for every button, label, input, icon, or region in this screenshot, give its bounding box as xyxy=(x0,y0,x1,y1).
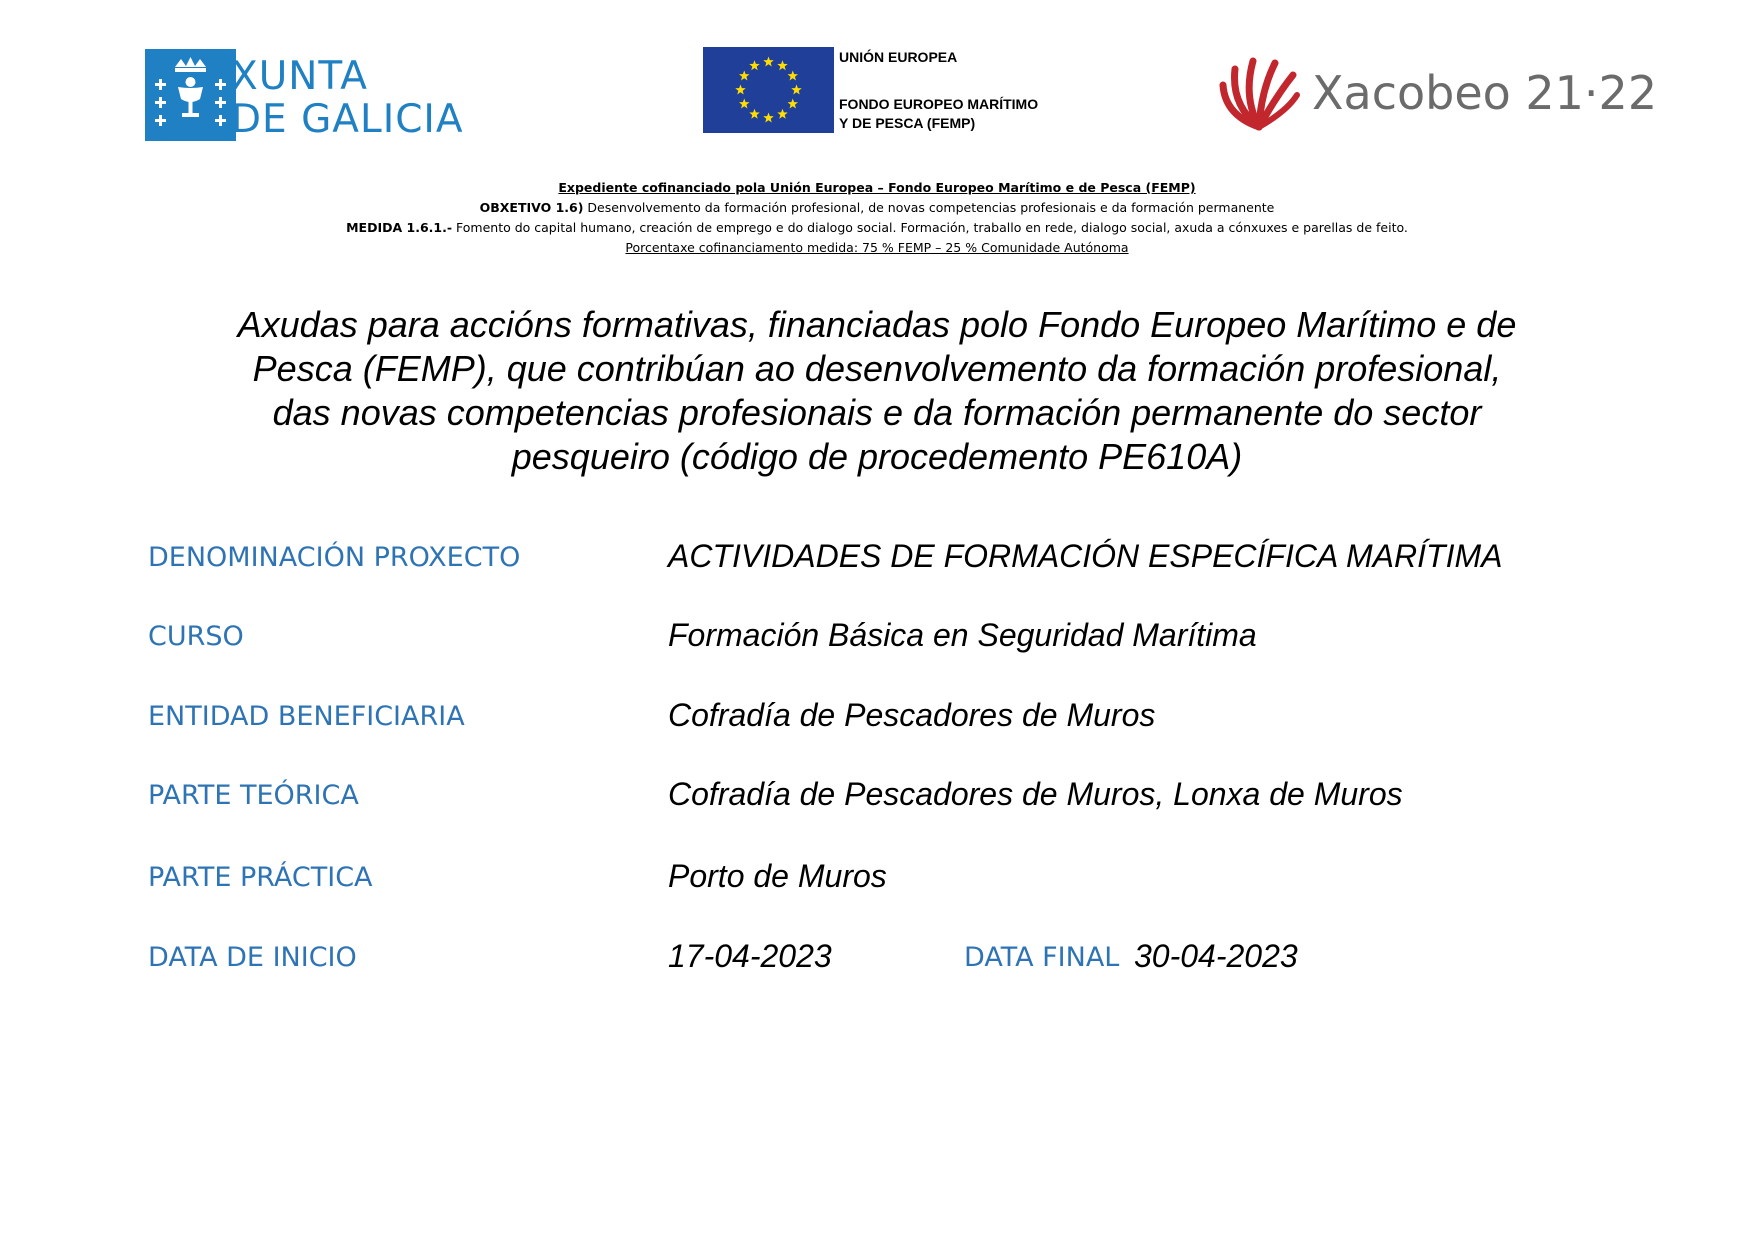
measure-label: MEDIDA 1.6.1.- xyxy=(346,220,453,235)
eu-flag-icon xyxy=(703,47,834,133)
eu-star-icon xyxy=(749,60,759,70)
theory-value: Cofradía de Pescadores de Muros, Lonxa de Muros xyxy=(668,776,1403,812)
title-line1: Axudas para accións formativas, financiadas polo Fondo Europeo Marítimo e de xyxy=(237,304,1517,345)
start-date-value: 17-04-2023 xyxy=(668,938,832,974)
eu-star-icon xyxy=(749,109,759,119)
objective-text: Desenvolvemento da formación profesional, de novas competencias profesionais e da formación permanente xyxy=(583,200,1275,215)
theory-label: PARTE TEÓRICA xyxy=(148,780,359,811)
eu-star-icon xyxy=(739,99,749,109)
objective-label: OBXETIVO 1.6) xyxy=(479,200,584,215)
course-value: Formación Básica en Seguridad Marítima xyxy=(668,617,1257,653)
xunta-line1: XUNTA xyxy=(231,54,368,99)
eu-fund-line1: FONDO EUROPEO MARÍTIMO xyxy=(839,96,1039,112)
xunta-line2: DE GALICIA xyxy=(231,97,464,142)
page-title xyxy=(200,303,1554,479)
xacobeo-logo-text: Xacobeo 21·22 xyxy=(1312,66,1658,120)
entity-value: Cofradía de Pescadores de Muros xyxy=(668,697,1156,733)
eu-star-icon xyxy=(777,109,787,119)
funding-measure xyxy=(0,218,1754,238)
title-line3: das novas competencias profesionais e da formación permanente do sector xyxy=(272,392,1482,433)
eu-fund-name xyxy=(839,95,1038,133)
practice-value: Porto de Muros xyxy=(668,858,887,894)
funding-percentage: Porcentaxe cofinanciamento medida: 75 % FEMP – 25 % Comunidade Autónoma xyxy=(625,240,1129,255)
practice-label: PARTE PRÁCTICA xyxy=(148,862,373,893)
eu-star-icon xyxy=(791,85,801,95)
end-date-label: DATA FINAL xyxy=(964,942,1120,973)
eu-star-icon xyxy=(777,60,787,70)
funding-line1: Expediente cofinanciado pola Unión Europea – Fondo Europeo Marítimo e de Pesca (FEMP) xyxy=(558,180,1196,195)
eu-star-icon xyxy=(763,113,773,123)
eu-fund-line2: Y DE PESCA (FEMP) xyxy=(839,115,976,131)
end-date-value: 30-04-2023 xyxy=(1134,938,1298,974)
project-label: DENOMINACIÓN PROXECTO xyxy=(148,542,521,573)
eu-star-icon xyxy=(739,71,749,81)
funding-objective xyxy=(0,198,1754,218)
scallop-shell-icon xyxy=(1217,55,1301,131)
eu-title: UNIÓN EUROPEA xyxy=(839,49,958,65)
eu-star-icon xyxy=(788,71,798,81)
title-line4: pesqueiro (código de procedemento PE610A) xyxy=(511,436,1243,477)
measure-text: Fomento do capital humano, creación de emprego e do dialogo social. Formación, traballo en rede, dialogo social, axuda a cónxuxes e parellas de feito. xyxy=(452,220,1408,235)
eu-star-icon xyxy=(788,99,798,109)
xunta-emblem-icon xyxy=(145,49,236,141)
eu-star-icon xyxy=(735,85,745,95)
start-date-label: DATA DE INICIO xyxy=(148,942,357,973)
title-line2: Pesca (FEMP), que contribúan ao desenvolvemento da formación profesional, xyxy=(252,348,1502,389)
course-label: CURSO xyxy=(148,621,244,652)
entity-label: ENTIDAD BENEFICIARIA xyxy=(148,701,465,732)
xunta-logo-text xyxy=(231,55,464,141)
eu-star-icon xyxy=(763,57,773,67)
project-value: ACTIVIDADES DE FORMACIÓN ESPECÍFICA MARÍTIMA xyxy=(668,538,1503,574)
